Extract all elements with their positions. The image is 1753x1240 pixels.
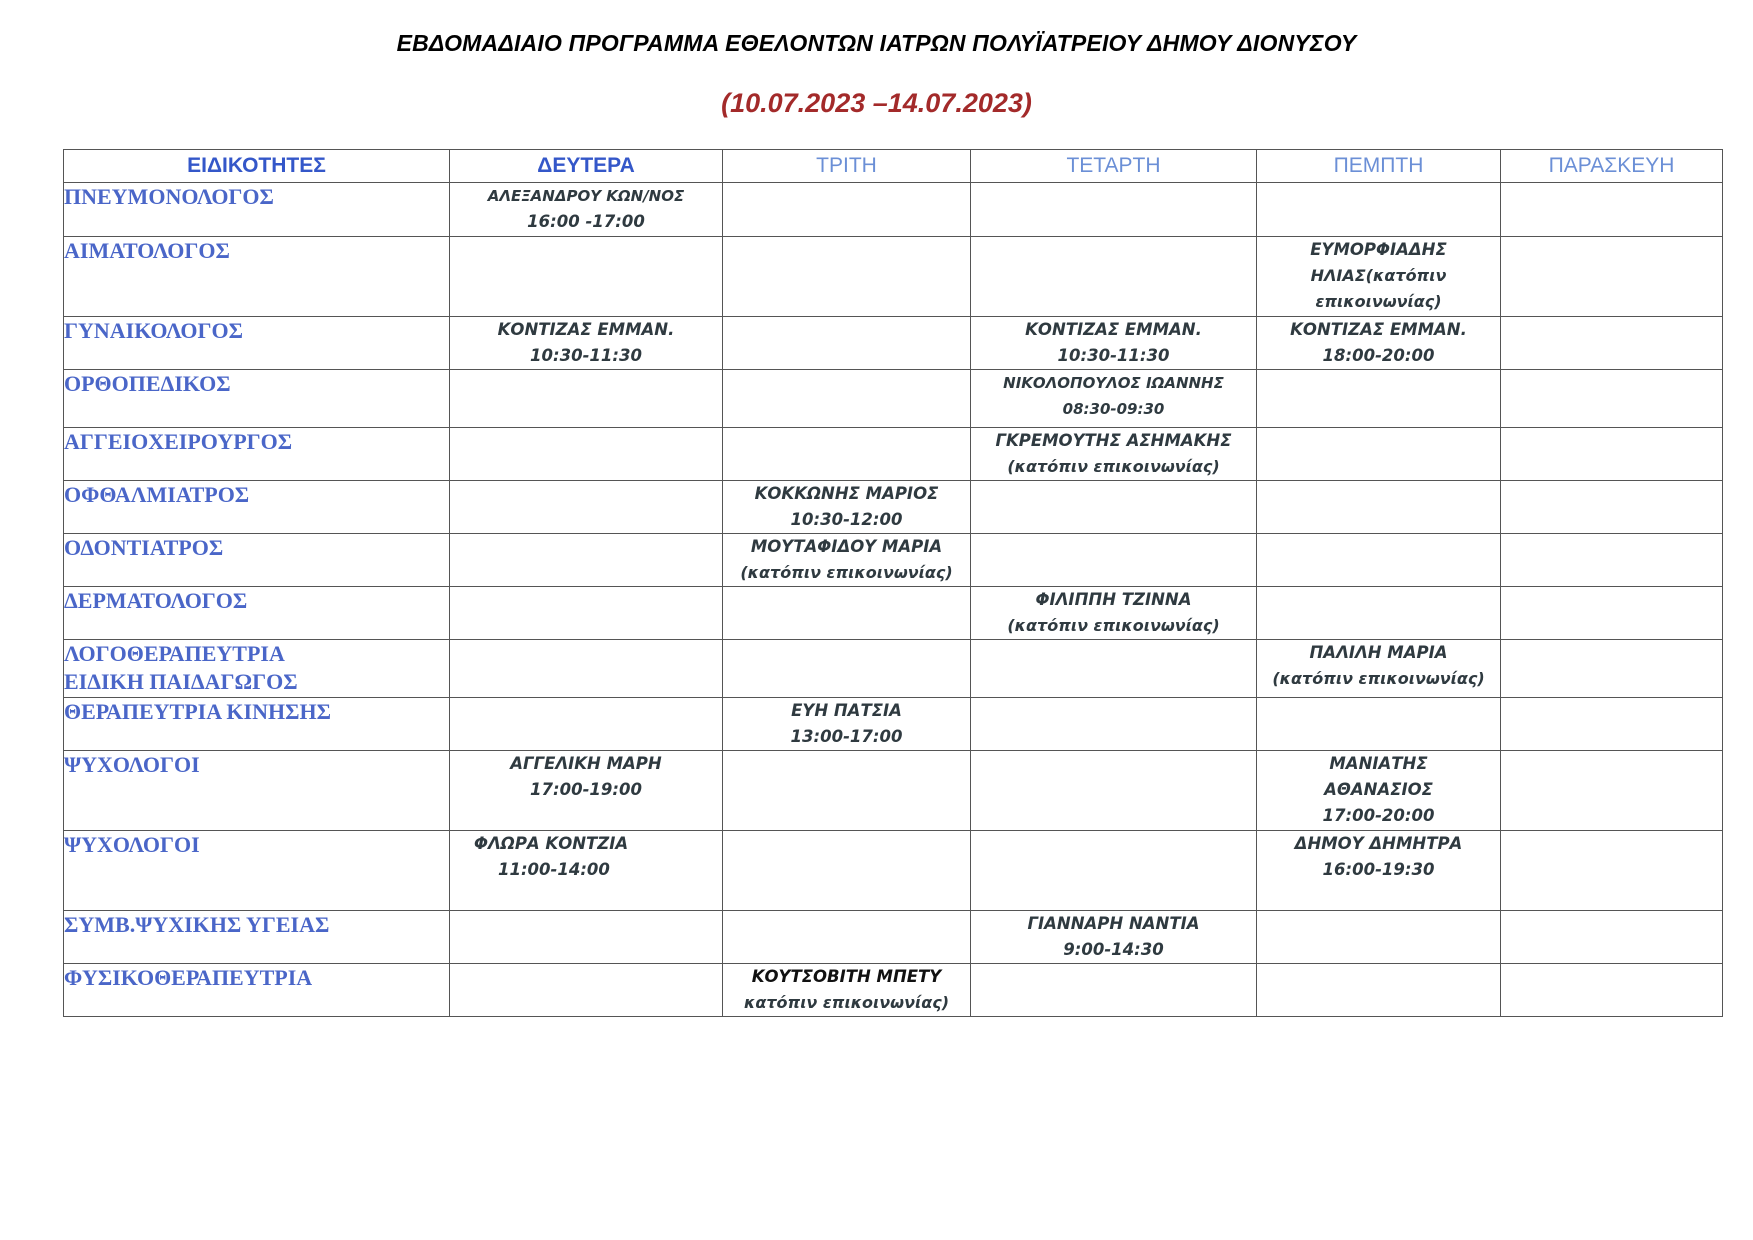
doctor-name: ΑΓΓΕΛΙΚΗ ΜΑΡΗ bbox=[510, 754, 662, 773]
schedule-cell bbox=[971, 751, 1257, 831]
schedule-cell bbox=[723, 370, 971, 428]
time-slot: 11:00-14:00 bbox=[498, 860, 610, 879]
specialty-cell bbox=[64, 534, 450, 587]
appointment-note: (κατόπιν επικοινωνίας) bbox=[1007, 457, 1220, 476]
specialty-cell bbox=[64, 370, 450, 428]
schedule-cell bbox=[1257, 964, 1501, 1017]
schedule-cell bbox=[1257, 831, 1501, 911]
schedule-cell bbox=[1257, 698, 1501, 751]
schedule-cell bbox=[1501, 183, 1723, 237]
specialty-label: ΨΥΧΟΛΟΓΟΙ bbox=[64, 752, 200, 777]
schedule-cell bbox=[1501, 698, 1723, 751]
column-header-monday: ΔΕΥΤΕΡΑ bbox=[450, 150, 723, 183]
time-slot: 17:00-19:00 bbox=[530, 780, 642, 799]
schedule-cell bbox=[1257, 237, 1501, 317]
table-row bbox=[64, 831, 1723, 911]
column-header-tuesday: ΤΡΙΤΗ bbox=[723, 150, 971, 183]
appointment-note: (κατόπιν επικοινωνίας) bbox=[740, 563, 953, 582]
schedule-cell bbox=[723, 751, 971, 831]
schedule-cell bbox=[971, 640, 1257, 698]
schedule-cell bbox=[1501, 317, 1723, 370]
specialty-cell bbox=[64, 237, 450, 317]
doctor-name: ΜΑΝΙΑΤΗΣ bbox=[1329, 754, 1428, 773]
doctor-name: ΓΙΑΝΝΑΡΗ ΝΑΝΤΙΑ bbox=[1027, 914, 1200, 933]
schedule-cell bbox=[450, 751, 723, 831]
schedule-cell bbox=[971, 481, 1257, 534]
schedule-cell bbox=[723, 428, 971, 481]
doctor-name: ΑΛΕΞΑΝΔΡΟΥ ΚΩΝ/ΝΟΣ bbox=[487, 187, 685, 205]
schedule-cell bbox=[723, 183, 971, 237]
schedule-cell bbox=[971, 237, 1257, 317]
schedule-cell bbox=[971, 534, 1257, 587]
table-row bbox=[64, 481, 1723, 534]
table-row bbox=[64, 698, 1723, 751]
table-row bbox=[64, 534, 1723, 587]
schedule-cell bbox=[723, 587, 971, 640]
schedule-cell bbox=[1501, 964, 1723, 1017]
schedule-cell bbox=[723, 831, 971, 911]
doctor-name: ΕΥΗ ΠΑΤΣΙΑ bbox=[791, 701, 902, 720]
schedule-cell bbox=[971, 428, 1257, 481]
time-slot: 17:00-20:00 bbox=[1322, 806, 1435, 825]
specialty-label-line2: ΕΙΔΙΚΗ ΠΑΙΔΑΓΩΓΟΣ bbox=[64, 669, 298, 694]
schedule-cell bbox=[1501, 237, 1723, 317]
specialty-cell bbox=[64, 428, 450, 481]
specialty-label: ΛΟΓΟΘΕΡΑΠΕΥΤΡΙΑ bbox=[64, 641, 285, 666]
page-title: ΕΒΔΟΜΑΔΙΑΙΟ ΠΡΟΓΡΑΜΜΑ ΕΘΕΛΟΝΤΩΝ ΙΑΤΡΩΝ ΠΟΛΥΪΑΤΡΕΙΟΥ ΔΗΜΟΥ ΔΙΟΝΥΣΟΥ bbox=[396, 30, 1357, 56]
table-row bbox=[64, 964, 1723, 1017]
specialty-label: ΦΥΣΙΚΟΘΕΡΑΠΕΥΤΡΙΑ bbox=[64, 965, 313, 990]
table-row bbox=[64, 237, 1723, 317]
appointment-note: (κατόπιν επικοινωνίας) bbox=[1007, 616, 1220, 635]
doctor-name: ΠΑΛΙΛΗ ΜΑΡΙΑ bbox=[1309, 643, 1448, 662]
specialty-cell bbox=[64, 317, 450, 370]
specialty-label: ΟΔΟΝΤΙΑΤΡΟΣ bbox=[64, 535, 224, 560]
schedule-cell bbox=[450, 317, 723, 370]
appointment-note: κατόπιν επικοινωνίας) bbox=[743, 993, 950, 1012]
schedule-cell bbox=[971, 587, 1257, 640]
specialty-cell bbox=[64, 698, 450, 751]
doctor-name: ΦΛΩΡΑ ΚΟΝΤΖΙΑ bbox=[474, 834, 629, 853]
specialty-cell bbox=[64, 911, 450, 964]
schedule-cell bbox=[971, 183, 1257, 237]
schedule-cell bbox=[1257, 370, 1501, 428]
specialty-cell bbox=[64, 751, 450, 831]
schedule-cell bbox=[450, 428, 723, 481]
schedule-cell bbox=[971, 831, 1257, 911]
column-header-wednesday: ΤΕΤΑΡΤΗ bbox=[971, 150, 1257, 183]
time-slot: 13:00-17:00 bbox=[790, 727, 903, 746]
specialty-label: ΟΡΘΟΠΕΔΙΚΟΣ bbox=[64, 371, 231, 396]
schedule-table bbox=[63, 149, 1723, 1017]
table-row bbox=[64, 183, 1723, 237]
doctor-name: ΚΟΥΤΣΟΒΙΤΗ ΜΠΕΤΥ bbox=[751, 967, 942, 986]
schedule-cell bbox=[450, 587, 723, 640]
schedule-cell bbox=[450, 183, 723, 237]
time-slot: 10:30-11:30 bbox=[1057, 346, 1170, 365]
doctor-name-cont: ΗΛΙΑΣ(κατόπιν bbox=[1310, 266, 1447, 285]
doctor-name: ΚΟΚΚΩΝΗΣ ΜΑΡΙΟΣ bbox=[754, 484, 939, 503]
time-slot: 16:00-19:30 bbox=[1322, 860, 1435, 879]
specialty-label: ΠΝΕΥΜΟΝΟΛΟΓΟΣ bbox=[64, 184, 274, 209]
doctor-name: ΜΟΥΤΑΦΙΔΟΥ ΜΑΡΙΑ bbox=[750, 537, 943, 556]
schedule-cell bbox=[1501, 587, 1723, 640]
specialty-cell bbox=[64, 481, 450, 534]
specialty-label: ΑΙΜΑΤΟΛΟΓΟΣ bbox=[64, 238, 230, 263]
time-slot: 10:30-11:30 bbox=[530, 346, 642, 365]
schedule-cell bbox=[723, 640, 971, 698]
doctor-name: ΔΗΜΟΥ ΔΗΜΗΤΡΑ bbox=[1294, 834, 1463, 853]
time-slot: 08:30-09:30 bbox=[1062, 400, 1165, 418]
schedule-cell bbox=[1257, 534, 1501, 587]
time-slot: 16:00 -17:00 bbox=[527, 212, 645, 231]
schedule-cell bbox=[1257, 587, 1501, 640]
doctor-name: ΝΙΚΟΛΟΠΟΥΛΟΣ ΙΩΑΝΝΗΣ bbox=[1003, 374, 1224, 392]
schedule-cell bbox=[450, 831, 723, 911]
schedule-cell bbox=[971, 964, 1257, 1017]
doctor-name: ΕΥΜΟΡΦΙΑΔΗΣ bbox=[1310, 240, 1447, 259]
schedule-cell bbox=[723, 698, 971, 751]
schedule-cell bbox=[1501, 428, 1723, 481]
specialty-cell bbox=[64, 587, 450, 640]
schedule-cell bbox=[1501, 751, 1723, 831]
schedule-cell bbox=[1501, 911, 1723, 964]
specialty-cell bbox=[64, 964, 450, 1017]
schedule-cell bbox=[1501, 831, 1723, 911]
schedule-cell bbox=[723, 237, 971, 317]
schedule-cell bbox=[1257, 428, 1501, 481]
schedule-cell bbox=[450, 911, 723, 964]
specialty-label: ΑΓΓΕΙΟΧΕΙΡΟΥΡΓΟΣ bbox=[64, 429, 293, 454]
schedule-cell bbox=[450, 534, 723, 587]
specialty-label: ΟΦΘΑΛΜΙΑΤΡΟΣ bbox=[64, 482, 250, 507]
schedule-cell bbox=[1501, 534, 1723, 587]
column-header-thursday: ΠΕΜΠΤΗ bbox=[1257, 150, 1501, 183]
schedule-cell bbox=[723, 481, 971, 534]
doctor-name: ΓΚΡΕΜΟΥΤΗΣ ΑΣΗΜΑΚΗΣ bbox=[995, 431, 1232, 450]
schedule-cell bbox=[450, 237, 723, 317]
column-header-friday: ΠΑΡΑΣΚΕΥΗ bbox=[1501, 150, 1723, 183]
column-header-specialties: ΕΙΔΙΚΟΤΗΤΕΣ bbox=[64, 150, 450, 183]
specialty-cell bbox=[64, 183, 450, 237]
doctor-name: ΚΟΝΤΙΖΑΣ ΕΜΜΑΝ. bbox=[1025, 320, 1202, 339]
schedule-cell bbox=[450, 698, 723, 751]
schedule-cell bbox=[1257, 751, 1501, 831]
doctor-name: ΚΟΝΤΙΖΑΣ ΕΜΜΑΝ. bbox=[497, 320, 675, 339]
schedule-cell bbox=[1257, 183, 1501, 237]
schedule-cell bbox=[450, 481, 723, 534]
time-slot: 18:00-20:00 bbox=[1322, 346, 1435, 365]
schedule-cell bbox=[450, 964, 723, 1017]
specialty-label: ΣΥΜΒ.ΨΥΧΙΚΗΣ ΥΓΕΙΑΣ bbox=[64, 912, 330, 937]
table-row bbox=[64, 428, 1723, 481]
schedule-cell bbox=[971, 698, 1257, 751]
specialty-label: ΨΥΧΟΛΟΓΟΙ bbox=[64, 832, 200, 857]
doctor-name: ΚΟΝΤΙΖΑΣ ΕΜΜΑΝ. bbox=[1290, 320, 1467, 339]
header-row bbox=[64, 150, 1723, 183]
specialty-label: ΘΕΡΑΠΕΥΤΡΙΑ ΚΙΝΗΣΗΣ bbox=[64, 699, 331, 724]
schedule-cell bbox=[450, 640, 723, 698]
schedule-cell bbox=[1501, 370, 1723, 428]
schedule-cell bbox=[450, 370, 723, 428]
specialty-label: ΔΕΡΜΑΤΟΛΟΓΟΣ bbox=[64, 588, 248, 613]
table-row bbox=[64, 911, 1723, 964]
date-range: (10.07.2023 –14.07.2023) bbox=[721, 88, 1032, 118]
schedule-cell bbox=[1257, 640, 1501, 698]
table-row bbox=[64, 317, 1723, 370]
schedule-cell bbox=[1257, 911, 1501, 964]
schedule-cell bbox=[1257, 481, 1501, 534]
specialty-label: ΓΥΝΑΙΚΟΛΟΓΟΣ bbox=[64, 318, 243, 343]
schedule-cell bbox=[1501, 640, 1723, 698]
schedule-cell bbox=[971, 911, 1257, 964]
table-row bbox=[64, 751, 1723, 831]
appointment-note: επικοινωνίας) bbox=[1315, 292, 1442, 311]
schedule-cell bbox=[1501, 481, 1723, 534]
doctor-name-cont: ΑΘΑΝΑΣΙΟΣ bbox=[1324, 780, 1433, 799]
schedule-cell bbox=[723, 964, 971, 1017]
table-row bbox=[64, 587, 1723, 640]
table-row bbox=[64, 640, 1723, 698]
schedule-cell bbox=[971, 317, 1257, 370]
specialty-cell bbox=[64, 831, 450, 911]
table-row bbox=[64, 370, 1723, 428]
appointment-note: (κατόπιν επικοινωνίας) bbox=[1272, 669, 1485, 688]
schedule-cell bbox=[723, 317, 971, 370]
specialty-cell bbox=[64, 640, 450, 698]
schedule-cell bbox=[971, 370, 1257, 428]
time-slot: 9:00-14:30 bbox=[1063, 940, 1164, 959]
time-slot: 10:30-12:00 bbox=[790, 510, 903, 529]
schedule-cell bbox=[1257, 317, 1501, 370]
schedule-cell bbox=[723, 534, 971, 587]
doctor-name: ΦΙΛΙΠΠΗ ΤΖΙΝΝΑ bbox=[1035, 590, 1192, 609]
schedule-cell bbox=[723, 911, 971, 964]
